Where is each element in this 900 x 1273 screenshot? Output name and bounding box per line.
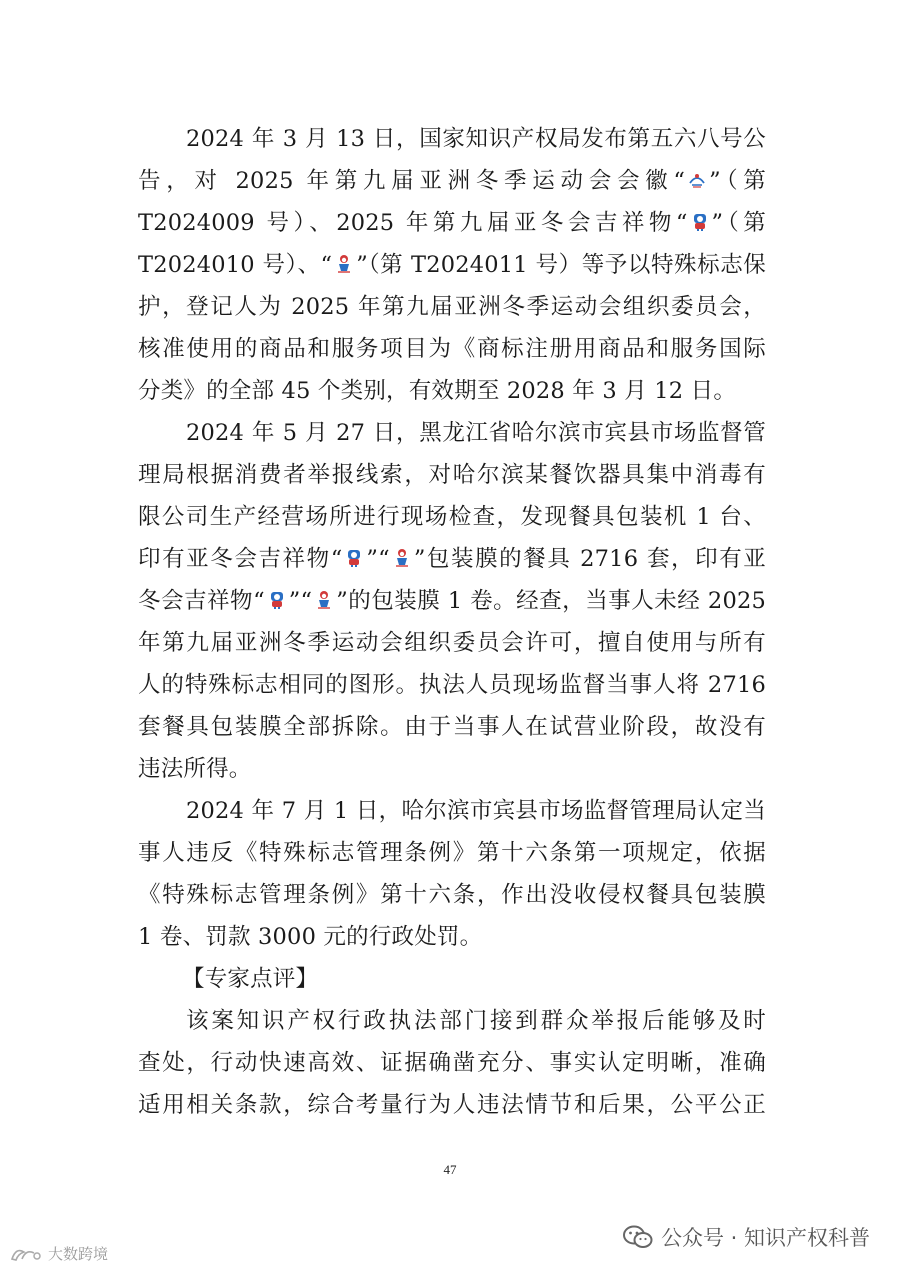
text-line: [138, 202, 766, 244]
text-line: [138, 412, 766, 454]
wechat-icon: [623, 1224, 653, 1250]
games-emblem-icon: [687, 170, 707, 190]
text-segment: ”（第: [711, 210, 766, 236]
source-watermark: [8, 1243, 108, 1264]
text-segment: 【专家点评】: [182, 966, 319, 992]
text-line: [138, 622, 766, 664]
text-segment: 告，对 2025 年第九届亚洲冬季运动会会徽“: [138, 168, 686, 194]
text-segment: 年第九届亚洲冬季运动会组织委员会许可，擅自使用与所有: [138, 630, 766, 656]
wechat-account-name: 公众号 · 知识产权科普: [660, 1226, 870, 1250]
text-segment: ”“: [288, 588, 313, 614]
text-segment: T2024010 号）、“: [138, 252, 333, 278]
text-segment: 印有亚冬会吉祥物“: [138, 546, 343, 572]
mascot-nini-icon: [334, 254, 354, 274]
text-segment: 《特殊标志管理条例》第十六条，作出没收侵权餐具包装膜: [138, 882, 766, 908]
text-segment: 分类》的全部 45 个类别，有效期至 2028 年 3 月 12 日。: [138, 378, 737, 404]
text-segment: 2024 年 7 月 1 日，哈尔滨市宾县市场监督管理局认定当: [186, 798, 766, 824]
text-segment: ”“: [366, 546, 390, 572]
text-line: [138, 370, 766, 412]
mascot-binbin-icon: [267, 590, 287, 610]
text-line: [138, 160, 766, 202]
text-segment: 人的特殊标志相同的图形。执法人员现场监督当事人将 2716: [138, 672, 766, 698]
text-line: [138, 496, 766, 538]
text-line: [138, 664, 766, 706]
text-segment: ”包装膜的餐具 2716 套，印有亚: [413, 546, 767, 572]
text-segment: 2024 年 5 月 27 日，黑龙江省哈尔滨市宾县市场监督管: [186, 420, 766, 446]
text-segment: 事人违反《特殊标志管理条例》第十六条第一项规定，依据: [138, 840, 766, 866]
text-line: [138, 454, 766, 496]
text-line: [138, 832, 766, 874]
text-line: [138, 1084, 766, 1126]
text-segment: 1 卷、罚款 3000 元的行政处罚。: [138, 924, 483, 950]
mascot-binbin-icon: [344, 548, 364, 568]
text-line: [138, 916, 766, 958]
section-heading: [138, 958, 766, 1000]
source-watermark-text: 大数跨境: [48, 1245, 109, 1263]
text-line: [138, 748, 766, 790]
text-segment: T2024009 号）、2025 年第九届亚冬会吉祥物“: [138, 210, 688, 236]
text-line: [138, 328, 766, 370]
text-segment: 查处，行动快速高效、证据确凿充分、事实认定明晰，准确: [138, 1050, 766, 1076]
mascot-nini-icon: [392, 548, 412, 568]
text-line: [138, 1000, 766, 1042]
text-line: [138, 538, 766, 580]
text-line: [138, 580, 766, 622]
text-line: [138, 874, 766, 916]
text-line: [138, 286, 766, 328]
text-segment: 适用相关条款，综合考量行为人违法情节和后果，公平公正: [138, 1092, 766, 1118]
source-logo-icon: [8, 1244, 44, 1264]
text-segment: ”的包装膜 1 卷。经查，当事人未经 2025: [336, 588, 766, 614]
page-number: 47: [443, 1162, 457, 1177]
text-line: [138, 790, 766, 832]
body-text: [138, 118, 766, 1126]
mascot-binbin-icon: [690, 212, 710, 232]
wechat-account-watermark: [623, 1222, 870, 1252]
text-segment: 套餐具包装膜全部拆除。由于当事人在试营业阶段，故没有: [138, 714, 766, 740]
text-segment: 核准使用的商品和服务项目为《商标注册用商品和服务国际: [138, 336, 766, 362]
text-segment: 冬会吉祥物“: [138, 588, 265, 614]
mascot-nini-icon: [314, 590, 334, 610]
text-segment: 护，登记人为 2025 年第九届亚洲冬季运动会组织委员会，: [138, 294, 766, 320]
text-segment: ”（第 T2024011 号）等予以特殊标志保: [356, 252, 767, 278]
text-segment: ”（第: [709, 168, 766, 194]
text-segment: 该案知识产权行政执法部门接到群众举报后能够及时: [186, 1008, 766, 1034]
text-line: [138, 244, 766, 286]
text-line: [138, 118, 766, 160]
text-line: [138, 706, 766, 748]
text-segment: 违法所得。: [138, 756, 252, 782]
text-segment: 限公司生产经营场所进行现场检查，发现餐具包装机 1 台、: [138, 504, 766, 530]
text-segment: 理局根据消费者举报线索，对哈尔滨某餐饮器具集中消毒有: [138, 462, 766, 488]
text-line: [138, 1042, 766, 1084]
text-segment: 2024 年 3 月 13 日，国家知识产权局发布第五六八号公: [186, 126, 766, 152]
